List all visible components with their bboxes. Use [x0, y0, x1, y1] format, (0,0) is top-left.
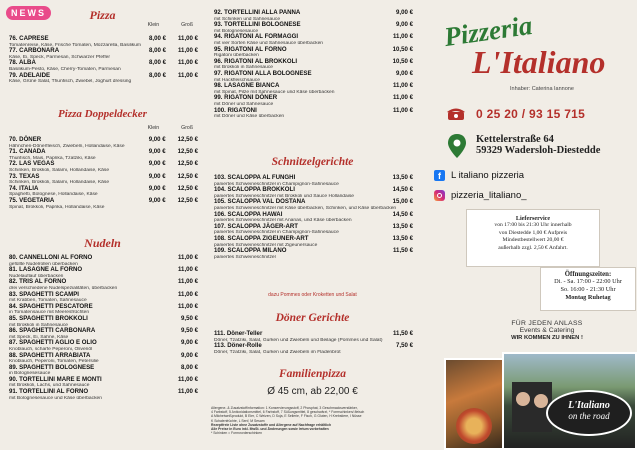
menu-item-prices — [149, 137, 198, 144]
menu-item-row — [9, 60, 198, 67]
menu-item-prices — [149, 36, 198, 43]
opening-hours-box — [540, 267, 636, 311]
pizza-col-large: Groß — [181, 22, 193, 28]
menu-item-name: 81. LASAGNE AL FORNO — [9, 266, 83, 274]
menu-item-name: 98. LASAGNE BIANCA — [214, 82, 280, 90]
menu-item-name: 92. TORTELLINI ALLA PANNA — [214, 9, 301, 16]
menu-item-name: 91. TORTELLINI AL FORNO — [9, 388, 89, 396]
menu-item-price: 7,50 € — [396, 342, 413, 350]
lieferservice-line: außerhalb zzgl. 2,50 € Anfahrt. — [498, 244, 568, 251]
menu-item — [205, 95, 420, 107]
menu-item-description: Döner, Tzatziki, Salat, Gurken und Zwiebeln und Beilage (Pommes und Salat) — [214, 337, 383, 343]
menu-item-description: paniertes Schweineschnitzel mit Zigeunersauce — [214, 242, 318, 248]
instagram-name: pizzeria_litaliano_ — [451, 190, 527, 201]
menu-item-price: 13,50 € — [392, 234, 413, 242]
lieferservice-line: Mindestbestellwert 20,00 € — [502, 237, 564, 244]
price-small: 9,00 € — [148, 172, 166, 180]
menu-item-description: paniertes Schweineschnitzel mit Brokkoli und Sauce Hollandaise — [214, 193, 355, 199]
menu-item-description: Tomatenreise, Käse, Frische Tomaten, Mozzarella, Basilikum — [9, 42, 142, 48]
menu-item-name: 105. SCALOPPA VAL DOSTANA — [214, 198, 306, 206]
menu-item-price: 11,00 € — [393, 106, 413, 114]
menu-item-name: 85. SPAGHETTI BROKKOLI — [9, 314, 88, 322]
menu-item-row — [9, 267, 198, 274]
menu-item — [205, 212, 420, 224]
schnitzel-section-title: Schnitzelgerichte — [271, 156, 354, 168]
menu-item-description: Käse, Ei, Speck, Parmesan, Schwarzer Pfeffer — [9, 54, 111, 60]
menu-item — [0, 292, 205, 304]
menu-item — [205, 343, 420, 355]
menu-item-row — [214, 47, 413, 54]
brand-line1: Pizzeria — [442, 9, 535, 53]
lieferservice-title: Lieferservice — [515, 215, 551, 222]
menu-item-description: Schinken, Brokkoli, Salami, Hollandaise, Käse — [9, 180, 110, 186]
menu-item-name: 96. RIGATONI AL BROKKOLI — [214, 57, 298, 65]
price-small: 8,00 € — [149, 59, 166, 67]
menu-item-description: gefüllte Nudelrollen überbacken — [9, 261, 78, 267]
menu-item-prices — [149, 60, 198, 67]
address-city: 59329 Wadersloh-Diestedde — [476, 145, 601, 156]
menu-item-name: 113. Döner-Rolle — [214, 342, 262, 350]
menu-item-row — [9, 73, 198, 80]
menu-item-description: mit Bolognesesauce und Käse überbacken — [9, 395, 102, 401]
menu-item-description: Schinken, Brokkoli, Salami, Hollandaise, Käse — [9, 167, 110, 173]
menu-item-name: 79. ADELAIDE — [9, 71, 51, 79]
instagram-icon — [434, 190, 445, 201]
menu-item-row — [214, 212, 413, 219]
menu-item-row — [9, 255, 198, 262]
menu-item-price: 11,00 € — [178, 302, 198, 310]
menu-item-description: Rigatoni überbacken — [214, 53, 259, 59]
menu-item-price: 11,00 € — [178, 388, 198, 396]
menu-item-row — [9, 36, 198, 43]
menu-item-row — [214, 343, 413, 350]
news-badge-text: NEWS — [6, 6, 51, 20]
menu-item-row — [9, 328, 198, 335]
allergen-line: 4 Farbstoff, 5 Antioxidationsmittel, 6 Farbstoff, 7 Süßungsmittel, 8 geschwärzt, * Formschinken/-fleisch — [211, 410, 365, 415]
menu-item-description: mit Hackfleischsauce — [214, 77, 260, 83]
price-small: 9,00 € — [148, 148, 166, 156]
menu-item-row — [214, 187, 413, 194]
menu-item-description: mit Schinken und Sahnesauce — [214, 16, 281, 22]
menu-item-name: 73. TEXAS — [9, 172, 40, 180]
menu-item-name: 89. SPAGHETTI BOLOGNESE — [9, 363, 95, 371]
menu-item-name: 75. VEGETARIA — [9, 196, 55, 204]
price-large: 12,50 € — [177, 172, 198, 180]
menu-item-row — [9, 377, 198, 384]
menu-item-name: 93. TORTELLINI BOLOGNESE — [214, 21, 301, 29]
phone-number[interactable]: 0 25 20 / 93 15 715 — [476, 107, 586, 121]
schnitzel-list — [205, 175, 420, 260]
menu-item — [0, 174, 205, 186]
menu-item — [205, 199, 420, 211]
menu-item-name: 74. ITALIA — [9, 184, 39, 192]
menu-item-row — [9, 316, 198, 323]
menu-item-description: mit vier Sorten Käse und Sahnesauce überbacken — [214, 40, 324, 46]
menu-item-description: paniertes Schweineschnitzel mit Ananas, und Käse überbacken — [214, 218, 352, 224]
events-box — [462, 320, 632, 341]
menu-item-prices — [149, 149, 198, 156]
brand-logo — [422, 6, 637, 106]
menu-item-row — [9, 365, 198, 372]
price-large: 12,50 € — [177, 136, 198, 143]
menu-item-price: 11,00 € — [178, 375, 198, 383]
menu-item — [0, 73, 205, 85]
menu-item-description: Knoblauch, Peperoni, Tomaten, Petersilie — [9, 359, 99, 365]
menu-item-row — [9, 353, 198, 360]
menu-item-row — [9, 304, 198, 311]
doppeldecker-col-small: Klein — [147, 125, 160, 131]
phone-row — [446, 107, 585, 121]
menu-item-row — [214, 236, 413, 243]
menu-item-prices — [149, 174, 198, 181]
allergen-line: A Milcheiweißprodukt, B Eier, C Weizen, D Soja, E Sellerie, F Fisch, G Gluten, H Krebstiere, I Nüsse — [211, 414, 362, 419]
menu-item — [0, 389, 205, 401]
menu-item-prices — [149, 48, 198, 55]
menu-item-description: Käse, Grüne Salat, Thunfisch, Zwiebel, Joghurt dressing — [9, 79, 132, 85]
opening-hours-line: So. 16:00 - 21:30 Uhr — [560, 286, 616, 293]
schnitzel-note: dazu Pommes oder Kroketten und Salat — [268, 292, 357, 298]
pizza-list — [0, 36, 205, 85]
menu-item-price: 11,00 € — [393, 33, 413, 41]
menu-item-price: 11,00 € — [393, 94, 413, 102]
menu-item-row — [9, 279, 198, 286]
menu-item-description: Spaghetti, Bolognese, Hollandaise, Käse — [9, 192, 98, 198]
menu-item-name: 107. SCALOPPA JÄGER-ART — [214, 222, 298, 230]
lieferservice-line: von 17:00 bis 21:30 Uhr innerhalb — [494, 222, 572, 228]
menu-item — [0, 198, 205, 210]
menu-item-name: 84. SPAGHETTI PESCATORE — [9, 302, 93, 310]
menu-item-row — [214, 71, 413, 78]
menu-item-row — [214, 22, 413, 29]
opening-hours-line: Di. - Sa. 17:00 - 22:00 Uhr — [554, 278, 622, 285]
menu-item-description: paniertes Schweineschnitzel — [214, 254, 276, 260]
allergen-line: * Schinken = Formvorderschinken — [211, 431, 262, 436]
menu-item — [0, 60, 205, 72]
menu-item-price: 11,00 € — [393, 82, 413, 90]
menu-item-name: 76. CAPRESE — [9, 35, 49, 42]
nudeln-list — [0, 255, 205, 401]
menu-item-row — [214, 108, 413, 115]
location-pin-icon — [448, 134, 466, 158]
price-small: 9,00 € — [148, 184, 166, 192]
price-small: 9,00 € — [148, 160, 166, 168]
menu-item-price: 11,00 € — [178, 278, 198, 286]
menu-item-description: Spinat, Brokkoli, Paprika, Hollandaise, Käse — [9, 204, 105, 210]
menu-item-description: mit Bolognesesauce — [214, 28, 259, 34]
price-small: 9,00 € — [148, 136, 166, 143]
pizza-col-small: Klein — [147, 22, 160, 28]
menu-item-row — [9, 137, 198, 144]
menu-item — [205, 248, 420, 260]
food-photo — [444, 358, 504, 450]
instagram-row[interactable] — [434, 190, 527, 201]
brand-owner: Inhaber: Caterina Iannone — [510, 86, 574, 92]
menu-item-price: 11,50 € — [393, 247, 413, 255]
menu-item-price: 9,00 € — [181, 339, 198, 347]
menu-item-name: 82. TRIS AL FORNO — [9, 278, 67, 286]
menu-item-prices — [149, 198, 198, 205]
phone-icon — [446, 107, 466, 121]
menu-column-middle — [205, 0, 420, 450]
menu-item-name: 87. SPAGHETTI AGLIO E OLIO — [9, 339, 97, 347]
price-large: 12,50 € — [177, 184, 198, 192]
menu-item-row — [214, 248, 413, 255]
facebook-name: L italiano pizzeria — [451, 170, 525, 181]
menu-item-name: 94. RIGATONI AL FORMAGGI — [214, 33, 299, 41]
on-the-road-line1: L'Italiano — [568, 400, 610, 411]
menu-item-description: Knoblauch, scharfe Peperoni, Olivenöl — [9, 346, 93, 352]
menu-item-description: Döner, Tzatziki, Salat, Gurken und Zwiebeln im Fladenbrot — [214, 349, 341, 355]
menu-item-name: 78. ALBA — [9, 59, 36, 67]
menu-item-row — [214, 175, 413, 182]
price-large: 11,00 € — [178, 71, 198, 79]
menu-item-price: 11,00 € — [178, 290, 198, 298]
menu-item-row — [9, 389, 198, 396]
menu-item-description: mit Brokkoli in Sahnesauce — [9, 322, 68, 328]
opening-hours-line: Montag Ruhetag — [565, 294, 611, 301]
menu-item-description: Hähnchen-Dönerfleisch, Zwiebeln, Hollandaise, Käse — [9, 143, 125, 149]
menu-item-description: paniertes Schweineschnitzel in Champignon-Sahnesauce — [214, 181, 339, 187]
allergen-line: Alle Preise in Euro inkl. MwSt. und Änderungen sowie Irrtum vorbehalten — [211, 427, 329, 432]
menu-item — [0, 161, 205, 173]
menu-item-description: mit Döner und Sahnesauce — [214, 101, 274, 107]
menu-item-description: Basilikum-Pesto, Käse, Cherry-Tomaten, Parmesan — [9, 66, 121, 72]
menu-item-name: 104. SCALOPPA BROKKOLI — [214, 186, 295, 194]
menu-item-price: 9,00 € — [396, 69, 413, 77]
brand-line2: L'Italiano — [472, 44, 606, 80]
menu-item-prices — [149, 161, 198, 168]
menu-item-name: 95. RIGATONI AL FORNO — [214, 45, 287, 53]
lieferservice-box — [466, 209, 600, 267]
menu-item-name: 108. SCALOPPA ZIGEUNER-ART — [214, 234, 309, 242]
menu-item-row — [214, 331, 413, 338]
menu-item-price: 14,50 € — [392, 210, 413, 218]
on-the-road-badge — [546, 390, 632, 436]
menu-item-row — [214, 10, 413, 17]
menu-item-price: 14,50 € — [392, 186, 413, 194]
menu-item-price: 15,00 € — [392, 198, 413, 206]
events-line: WIR KOMMEN ZU IHNEN ! — [511, 335, 583, 341]
menu-item-price: 10,50 € — [392, 45, 413, 53]
events-line: Events & Catering — [519, 327, 575, 334]
menu-column-left — [0, 0, 205, 450]
menu-item-price: 13,50 € — [392, 174, 413, 181]
menu-item — [0, 279, 205, 291]
price-large: 12,50 € — [177, 196, 198, 204]
menu-item-name: 100. RIGATONI — [214, 106, 257, 114]
menu-item-row — [9, 161, 198, 168]
menu-item-description: paniertes Schweineschnitzel mit Käse überbacken, Schinken, und Käse überbacken — [214, 205, 397, 211]
price-large: 11,00 € — [178, 47, 198, 55]
menu-item-price: 9,00 € — [396, 9, 413, 16]
menu-item-name: 88. SPAGHETTI ARRABIATA — [9, 351, 91, 359]
address-street: Kettelerstraße 64 — [476, 134, 554, 145]
menu-item-price: 8,00 € — [181, 363, 198, 371]
menu-item-price: 9,50 € — [181, 327, 198, 335]
facebook-row[interactable] — [434, 170, 524, 181]
menu-item-row — [9, 340, 198, 347]
menu-item-name: 80. CANNELLONI AL FORNO — [9, 254, 93, 261]
price-small: 8,00 € — [149, 35, 166, 42]
nudeln-continued-list — [205, 10, 420, 120]
menu-item-description: in Bolognesesauce — [9, 371, 51, 377]
menu-item-row — [9, 186, 198, 193]
menu-item-name: 71. CANADA — [9, 148, 46, 156]
menu-item — [205, 108, 420, 120]
menu-item-price: 10,50 € — [392, 57, 413, 65]
menu-item-row — [214, 95, 413, 102]
allergen-info — [211, 406, 416, 435]
menu-item-price: 9,00 € — [396, 21, 413, 29]
on-the-road-line2: on the road — [568, 411, 610, 421]
menu-item-name: 111. Döner-Teller — [214, 330, 263, 337]
menu-item-description: Nudelauflauf überbacken — [9, 273, 64, 279]
menu-item-name: 83. SPAGHETTI SCAMPI — [9, 290, 79, 298]
price-small: 8,00 € — [149, 47, 166, 55]
menu-item-row — [9, 149, 198, 156]
price-small: 8,00 € — [149, 71, 166, 79]
menu-item-name: 77. CARBONARA — [9, 47, 60, 55]
family-price-line: Ø 45 cm, ab 22,00 € — [267, 386, 358, 397]
menu-item-name: 72. LAS VEGAS — [9, 160, 55, 168]
allergen-line: Allergene- & Zusatzstoffinformation: 1 Konservierungsstoff, 2 Phosphat, 3 Geschmacksverstärker, — [211, 406, 358, 410]
menu-item-name: 86. SPAGHETTI CARBONARA — [9, 327, 96, 335]
menu-item-name: 90. TORTELLINI MARE E MONTI — [9, 375, 102, 383]
nudeln-section-title: Nudeln — [84, 236, 121, 250]
menu-item-price: 11,00 € — [178, 266, 198, 274]
doppeldecker-list — [0, 137, 205, 210]
lieferservice-line: von Diestedde 1,00 € Aufpreis — [498, 229, 568, 236]
menu-item-row — [214, 83, 413, 90]
menu-item-description: paniertes Schweineschnitzel in Champignon-Sahnesauce — [214, 230, 339, 236]
menu-item — [0, 353, 205, 365]
menu-item-prices — [149, 186, 198, 193]
menu-item-description: mit Spinat, Pilze mit Sahnesauce und Käse überbacken — [214, 89, 335, 95]
menu-item-description: Thunfisch, Mais, Paprika, Tzatziki, Käse — [9, 155, 96, 161]
menu-item-name: 97. RIGATONI ALLA BOLOGNESE — [214, 69, 312, 77]
menu-item-prices — [149, 73, 198, 80]
menu-item-description: mit Krabben, Tomaten, Sahnesauce — [9, 298, 87, 304]
menu-item-name: 103. SCALOPPA AL FUNGHI — [214, 174, 296, 181]
menu-item-row — [214, 34, 413, 41]
menu-item-price: 11,00 € — [178, 254, 198, 261]
menu-item-row — [214, 224, 413, 231]
opening-hours-title: Öffnungszeiten: — [564, 271, 612, 278]
menu-item — [205, 34, 420, 46]
menu-item-price: 9,00 € — [181, 351, 198, 359]
menu-item-row — [9, 48, 198, 55]
menu-item-name: 99. RIGATONI DÖNER — [214, 94, 278, 102]
menu-item — [205, 47, 420, 59]
doener-list — [205, 331, 420, 355]
menu-item — [0, 340, 205, 352]
doppeldecker-section-title: Pizza Doppeldecker — [58, 108, 147, 120]
price-small: 9,00 € — [148, 196, 166, 204]
menu-item-description: drei verschiedene Nudelspezialitäten, überbacken — [9, 285, 118, 291]
menu-item-row — [214, 199, 413, 206]
allergen-line: K Schalenfrüchte, L Senf, M Sesam — [211, 418, 265, 423]
events-line: FÜR JEDEN ANLASS — [511, 320, 583, 327]
menu-item-price: 9,50 € — [181, 314, 198, 322]
price-large: 12,50 € — [177, 148, 198, 156]
doppeldecker-col-large: Groß — [181, 125, 193, 131]
price-large: 11,00 € — [178, 35, 198, 42]
menu-item-description: mit Brokkoli in Sahnesauce — [214, 65, 273, 71]
photo-collage — [444, 352, 637, 450]
menu-item-description: in Tomatensauce mit Meeresfrüchten — [9, 310, 90, 316]
menu-item-name: 106. SCALOPPA HAWAI — [214, 210, 283, 218]
facebook-icon: f — [434, 170, 445, 181]
menu-item-price: 13,50 € — [392, 222, 413, 230]
menu-item-row — [9, 292, 198, 299]
menu-item-row — [9, 174, 198, 181]
menu-item-price: 11,50 € — [393, 330, 413, 337]
menu-item-row — [214, 59, 413, 66]
info-column-right — [422, 0, 637, 450]
menu-item-row — [9, 198, 198, 205]
menu-item-name: 70. DÖNER — [9, 136, 42, 143]
menu-item-description: mit Döner und Käse überbacken — [214, 114, 285, 120]
menu-item-name: 109. SCALOPPA MILANO — [214, 247, 287, 255]
price-large: 12,50 € — [177, 160, 198, 168]
family-section-title: Familienpizza — [278, 368, 347, 380]
menu-item-description: mit Brokkoli, Lachs, und Sahnesauce — [9, 383, 90, 389]
address-row — [448, 134, 600, 158]
menu-item-description: mit Speck, Ei, Sahne, Käse — [9, 334, 69, 340]
allergen-line: Rezeptfreie Liste ohne Zusatzstoffe und Allergene auf Nachfrage erhältlich — [211, 422, 332, 427]
price-large: 11,00 € — [178, 59, 198, 67]
doener-section-title: Döner Gerichte — [275, 312, 350, 324]
pizza-section-title: Pizza — [89, 8, 116, 22]
